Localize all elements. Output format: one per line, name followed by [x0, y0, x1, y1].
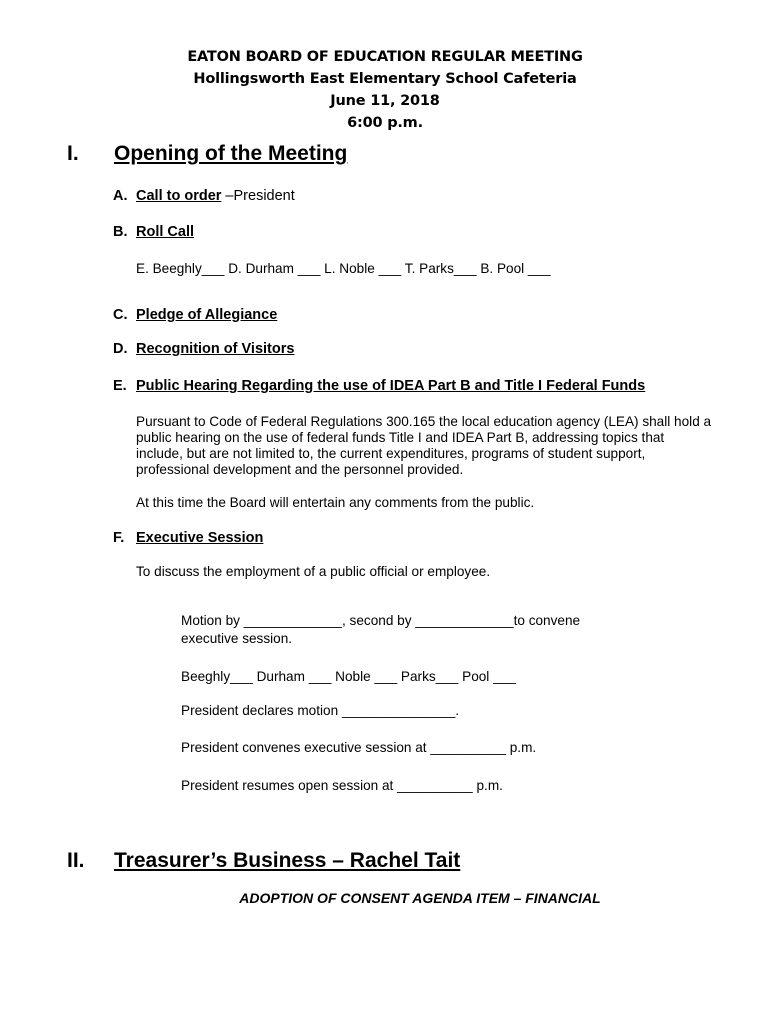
- item-a-letter: A.: [113, 188, 128, 204]
- section-2-title: Treasurer’s Business – Rachel Tait: [114, 849, 461, 872]
- item-b-title: Roll Call: [136, 224, 195, 240]
- item-f-title: Executive Session: [136, 530, 264, 546]
- section-1-number: I.: [67, 142, 79, 165]
- item-e-title: Public Hearing Regarding the use of IDEA Part B and Title I Federal Funds: [136, 378, 646, 394]
- item-b-letter: B.: [113, 224, 128, 240]
- item-c-title: Pledge of Allegiance: [136, 307, 278, 323]
- section-1-title: Opening of the Meeting: [114, 142, 348, 165]
- item-e-paragraph-line-4: professional development and the personnel provided.: [136, 462, 464, 477]
- item-d-title: Recognition of Visitors: [136, 341, 295, 357]
- meeting-title: EATON BOARD OF EDUCATION REGULAR MEETING: [187, 49, 583, 65]
- convenes-line: President convenes executive session at __________ p.m.: [181, 740, 537, 755]
- meeting-date: June 11, 2018: [330, 93, 440, 109]
- public-comment-text: At this time the Board will entertain any comments from the public.: [136, 495, 535, 510]
- consent-agenda-heading: ADOPTION OF CONSENT AGENDA ITEM – FINANCIAL: [239, 890, 601, 906]
- item-e-paragraph-line-2: public hearing on the use of federal funds Title I and IDEA Part B, addressing topics that: [136, 430, 665, 445]
- motion-line-2: executive session.: [181, 631, 293, 646]
- item-a-title: Call to order: [136, 188, 222, 204]
- resumes-line: President resumes open session at __________ p.m.: [181, 778, 503, 793]
- item-f-letter: F.: [113, 530, 125, 546]
- item-c-letter: C.: [113, 307, 128, 323]
- item-a: [136, 188, 295, 204]
- section-2-number: II.: [67, 849, 85, 872]
- executive-session-purpose: To discuss the employment of a public official or employee.: [136, 564, 491, 579]
- item-d-letter: D.: [113, 341, 128, 357]
- item-e-letter: E.: [113, 378, 127, 394]
- item-e-paragraph-line-3: include, but are not limited to, the current expenditures, programs of student support,: [136, 446, 646, 461]
- motion-line-1: Motion by _____________, second by _____________to convene: [181, 613, 581, 628]
- meeting-location: Hollingsworth East Elementary School Cafeteria: [193, 71, 577, 87]
- item-a-suffix: –President: [221, 188, 295, 204]
- roll-call-line: E. Beeghly___ D. Durham ___ L. Noble ___ T. Parks___ B. Pool ___: [136, 261, 551, 276]
- item-e-paragraph-line-1: Pursuant to Code of Federal Regulations 300.165 the local education agency (LEA) shall hold a: [136, 414, 712, 429]
- executive-roll-line: Beeghly___ Durham ___ Noble ___ Parks___ Pool ___: [181, 669, 516, 684]
- meeting-time: 6:00 p.m.: [347, 115, 423, 131]
- declares-motion-line: President declares motion _______________.: [181, 703, 460, 718]
